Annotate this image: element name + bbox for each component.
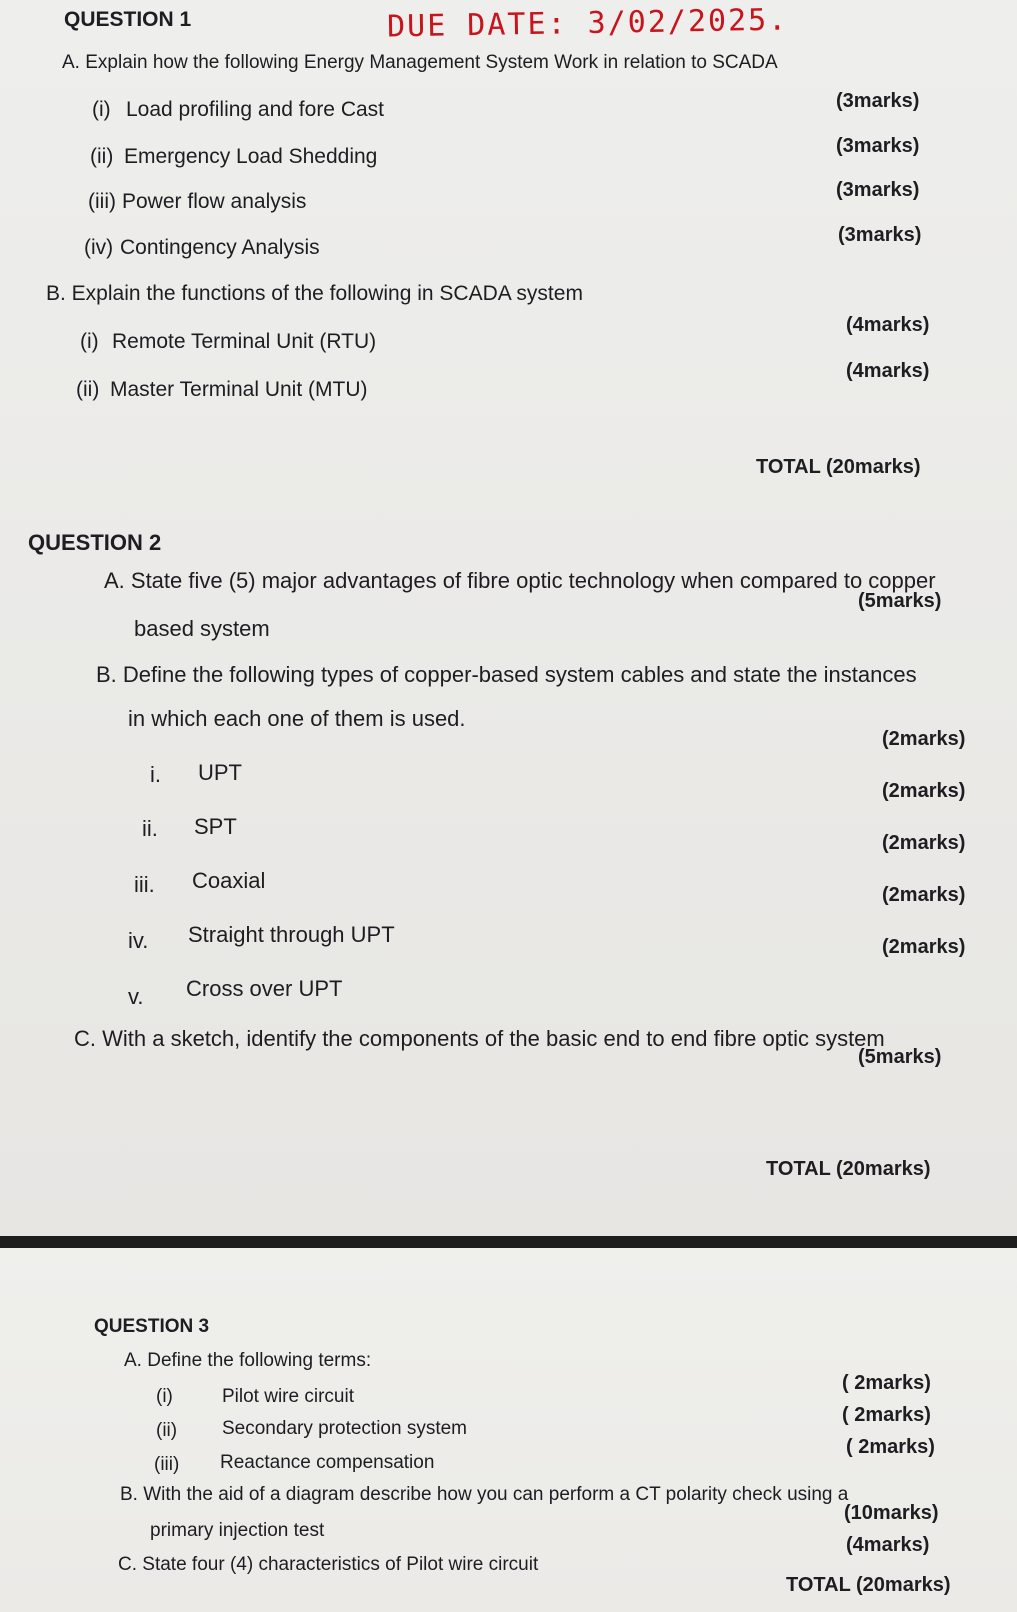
- q3-a-item-3-num: (iii): [154, 1454, 180, 1475]
- q2-a-marks: (5marks): [858, 590, 942, 612]
- q3-a-item-3-marks: ( 2marks): [846, 1436, 935, 1458]
- q2-c-text: C. With a sketch, identify the components of the basic end to end fibre optic system: [74, 1026, 885, 1051]
- q3-c-text: C. State four (4) characteristics of Pilot wire circuit: [118, 1554, 539, 1575]
- q1-a-item-4-label: Contingency Analysis: [120, 236, 320, 259]
- q3-title: QUESTION 3: [94, 1316, 210, 1337]
- q1-b-item-2-label: Master Terminal Unit (MTU): [110, 378, 368, 401]
- q3-a-text: A. Define the following terms:: [124, 1350, 372, 1371]
- q2-b-item-3-marks: (2marks): [882, 832, 966, 854]
- q1-b-item-1-marks: (4marks): [846, 314, 930, 336]
- q3-b-marks: (10marks): [844, 1502, 939, 1524]
- exam-page-2: [0, 1248, 1017, 1612]
- q1-b-item-1-label: Remote Terminal Unit (RTU): [112, 330, 377, 353]
- q3-c-marks: (4marks): [846, 1534, 930, 1556]
- q1-a-text: A. Explain how the following Energy Management System Work in relation to SCADA: [62, 52, 778, 73]
- q2-b-line1: B. Define the following types of copper-based system cables and state the instances: [96, 662, 917, 687]
- q2-b-item-2-marks: (2marks): [882, 780, 966, 802]
- q2-b-item-1-marks: (2marks): [882, 728, 966, 750]
- q3-a-item-2-num: (ii): [156, 1420, 178, 1441]
- q1-a-item-2-num: (ii): [90, 145, 114, 168]
- q2-b-item-4-label: Straight through UPT: [188, 922, 395, 947]
- q2-b-item-1-num: i.: [150, 762, 161, 787]
- q1-a-item-3-marks: (3marks): [836, 179, 920, 201]
- q2-b-item-1-label: UPT: [198, 760, 242, 785]
- q2-b-item-5-marks: (2marks): [882, 936, 966, 958]
- q2-title: QUESTION 2: [28, 530, 162, 555]
- q1-b-item-2-num: (ii): [76, 378, 100, 401]
- q2-b-item-3-label: Coaxial: [192, 868, 266, 893]
- q3-a-item-2-label: Secondary protection system: [222, 1418, 468, 1439]
- q3-a-item-1-num: (i): [156, 1386, 173, 1407]
- q1-a-item-4-marks: (3marks): [838, 224, 922, 246]
- q1-a-item-1-label: Load profiling and fore Cast: [126, 98, 384, 121]
- q2-b-item-4-num: iv.: [128, 928, 149, 953]
- q3-a-item-1-label: Pilot wire circuit: [222, 1386, 354, 1407]
- q3-b-line2: primary injection test: [150, 1520, 325, 1541]
- q1-a-item-2-label: Emergency Load Shedding: [124, 145, 378, 168]
- q2-a-line2: based system: [134, 616, 270, 641]
- q2-b-item-4-marks: (2marks): [882, 884, 966, 906]
- page-divider: [0, 1236, 1017, 1248]
- q2-c-marks: (5marks): [858, 1046, 942, 1068]
- q2-b-item-2-num: ii.: [142, 816, 158, 841]
- q3-a-item-1-marks: ( 2marks): [842, 1372, 931, 1394]
- q2-b-item-5-num: v.: [128, 984, 144, 1009]
- q1-b-item-2-marks: (4marks): [846, 360, 930, 382]
- q1-a-item-3-label: Power flow analysis: [122, 190, 307, 213]
- q3-a-item-2-marks: ( 2marks): [842, 1404, 931, 1426]
- q1-total: TOTAL (20marks): [756, 456, 921, 478]
- q3-b-line1: B. With the aid of a diagram describe how you can perform a CT polarity check using a: [120, 1484, 849, 1505]
- q1-a-item-1-marks: (3marks): [836, 90, 920, 112]
- q2-b-item-3-num: iii.: [134, 872, 155, 897]
- q3-a-item-3-label: Reactance compensation: [220, 1452, 435, 1473]
- q3-total: TOTAL (20marks): [786, 1574, 951, 1596]
- due-date-handwritten: DUE DATE: 3/02/2025.: [386, 2, 789, 45]
- q1-a-item-4-num: (iv): [84, 236, 114, 259]
- q1-b-item-1-num: (i): [80, 330, 99, 353]
- q1-a-item-3-num: (iii): [88, 190, 116, 213]
- q1-title: QUESTION 1: [64, 8, 192, 31]
- q2-a-line1: A. State five (5) major advantages of fibre optic technology when compared to copper: [104, 568, 936, 593]
- q1-a-item-2-marks: (3marks): [836, 135, 920, 157]
- q1-a-item-1-num: (i): [92, 98, 111, 121]
- q2-b-item-2-label: SPT: [194, 814, 237, 839]
- q1-b-text: B. Explain the functions of the following in SCADA system: [46, 282, 583, 305]
- q2-total: TOTAL (20marks): [766, 1158, 931, 1180]
- q2-b-item-5-label: Cross over UPT: [186, 976, 343, 1001]
- q2-b-line2: in which each one of them is used.: [128, 706, 466, 731]
